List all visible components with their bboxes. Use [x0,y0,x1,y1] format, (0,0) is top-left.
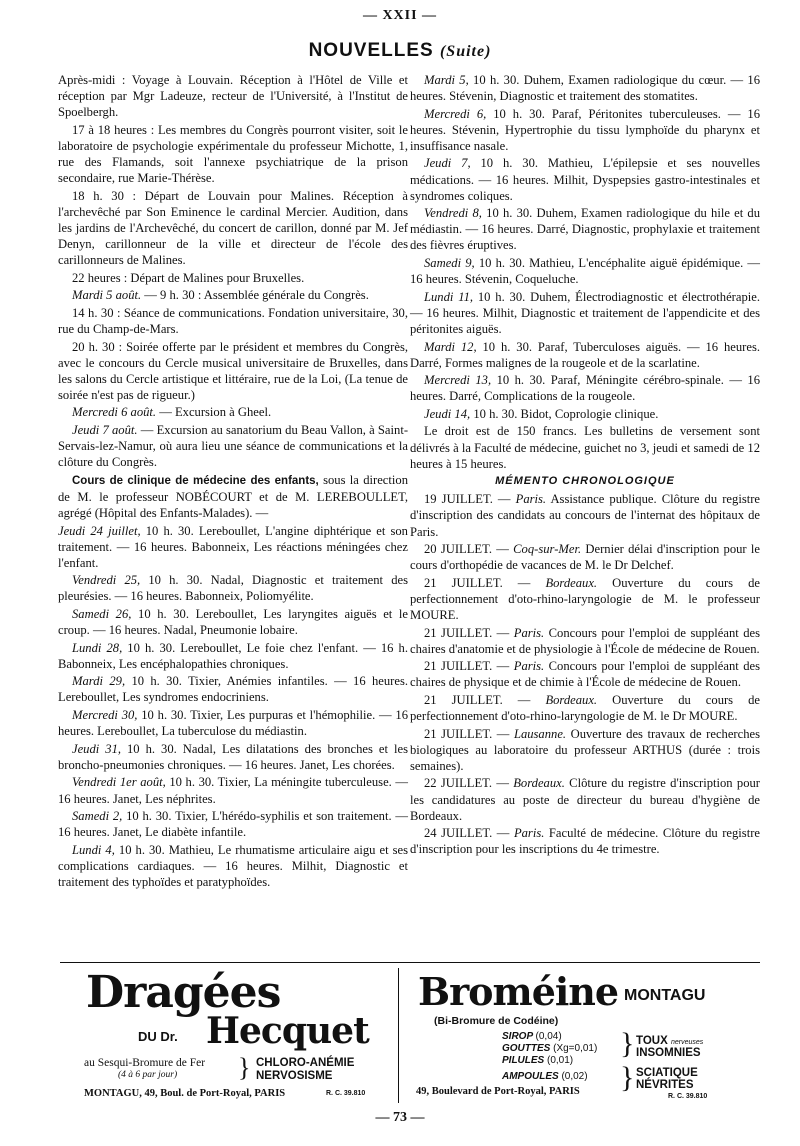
paragraph-text: 10 h. 30. Tixier, Les purpuras et l'hémophilie. — 16 heures. Lereboullet, La tuberculose du médiastin. [58,708,408,739]
paragraph-text: — 9 h. 30 : Assemblée générale du Congrès. [141,288,369,303]
ad-bromeine-rc: R. C. 39.810 [668,1093,708,1100]
paragraph-text: Faculté de médecine. Clôture du registre d'inscription pour les inscriptions du 4e trimestre. [410,826,760,857]
paragraph-text: Ouverture des travaux de recherches biologiques au laboratoire du professeur ARTHUS (durée : trois semaines). [410,726,760,773]
paragraph [410,575,760,623]
paragraph [58,339,408,403]
paragraph [410,106,760,154]
paragraph-text: sous la direction de M. le professeur NOBÉCOURT et de M. LEREBOULLET, agrégé (Hôpital des Enfants-Malades). — [58,472,408,520]
paragraph-text: — Excursion à Gheel. [156,405,272,420]
paragraph-lead: Cours de clinique de médecine des enfants, [72,474,319,487]
paragraph [58,122,408,186]
ad-indication-insomnies: INSOMNIES [636,1047,701,1059]
paragraph-date: Mardi 29, [72,674,126,689]
paragraph [410,541,760,573]
paragraph-text: 18 h. 30 : Départ de Louvain pour Malines. Réception à l'archevêché par Son Eminence le cardinal Mercier. Audition, dans les jardins de l'Archevêché, du concert de carillon, donné par M. Jef Denyn, carillonneur de la ville et directeur de l'école des carillonneurs de Malines. [58,188,408,268]
paragraph [58,72,408,120]
paragraph-lead: 22 JUILLET. — [424,776,509,791]
paragraph [58,404,408,420]
paragraph-lead: 21 JUILLET. — [424,726,510,741]
ad-indication-toux: TOUX [636,1035,668,1047]
paragraph [410,205,760,253]
paragraph-text: — Excursion au sanatorium du Beau Vallon, à Saint-Servais-lez-Namur, où aura lieu une séance de communications et la clôture du Congrès. [58,422,409,470]
paragraph-text: 10 h. 30. Paraf, Tuberculoses aiguës. — 16 heures. Darré, Formes malignes de la rougeole et de la scarlatine. [410,339,760,370]
paragraph-text: Concours pour l'emploi de suppléant des chaires d'anatomie et de physiologie à l'École de médecine de Rouen. [410,625,760,656]
ad-bromeine-address: 49, Boulevard de Port-Royal, PARIS [416,1086,580,1097]
paragraph-date: Lundi 11, [424,289,474,304]
paragraph [410,625,760,657]
ad-indication-1: CHLORO-ANÉMIE [256,1057,355,1069]
paragraph [410,72,760,104]
header-roman-numeral: — XXII — [362,8,438,23]
paragraph [410,406,760,422]
paragraph [58,523,408,571]
paragraph [58,188,408,268]
ad-dragees-address: MONTAGU, 49, Boul. de Port-Royal, PARIS [84,1088,286,1099]
page-title-text: NOUVELLES [308,40,434,61]
paragraph-text: Concours pour l'emploi de suppléant des chaires de physique et de chimie à l'École de médecine de Rouen. [410,659,760,690]
ad-dragees-hecquet [60,965,388,1105]
page-number: — 73 — [375,1110,425,1125]
paragraph-date: Samedi 26, [72,607,132,621]
ad-dragees-line2: (4 à 6 par jour) [118,1070,178,1080]
ad-bromeine-montagu [410,965,762,1105]
paragraph-place: Bordeaux. [545,575,598,590]
ad-du-dr: DU Dr. [138,1029,178,1044]
paragraph-text: Ouverture du cours de perfectionnement d'oto-rhino-laryngologie de M. le professeur MOURE. [410,575,760,622]
ad-brand-dragees: Dragées [86,967,281,1018]
paragraph [58,287,408,303]
memento-heading: MÉMENTO CHRONOLOGIQUE [495,475,675,488]
paragraph-date: Jeudi 7 août. [72,422,138,437]
ad-indication-nevrites: NÉVRITES [636,1079,694,1091]
ad-brand-bromeine: Broméine [418,969,619,1014]
paragraph-text: 10 h. 30. Tixier, La méningite tuberculeuse. — 16 heures. Janet, Les néphrites. [58,775,408,806]
paragraph-date: Samedi 2, [72,809,123,824]
paragraph-lead: 24 JUILLET. — [424,826,510,841]
ad-form-pilules: PILULES [502,1055,545,1066]
paragraph-text: Dernier délai d'inscription pour le cours d'orthopédie de vacances de M. le Dr Delchef. [410,542,760,573]
paragraph-lead: 21 JUILLET. — [424,625,510,640]
paragraph-text: 10 h. 30. Lereboullet, L'angine diphtérique et son traitement. — 16 heures. Babonneix, Les réactions méningées chez l'enfant. [58,523,408,570]
paragraph-text: 17 à 18 heures : Les membres du Congrès pourront visiter, soit le laboratoire de psychologie expérimentale du professeur Michotte, 1, rue des Flamands, soit l'annexe psychiatrique de la prison secondaire, rue Marie-Thérèse. [58,122,408,186]
paragraph-text: Après-midi : Voyage à Louvain. Réception à l'Hôtel de Ville et réception par Mgr Ladeuze, recteur de l'Université, à l'Institut de Spoelbergh. [58,73,408,120]
paragraph-text: Le droit est de 150 francs. Les bulletins de versement sont délivrés à la Faculté de médecine, guichet no 3, jeudi et samedi de 12 heures à 15 heures. [410,424,760,471]
paragraph-text: 10 h. 30. Paraf, Péritonites tuberculeuses. — 16 heures. Stévenin, Hypertrophie du tissu lymphoïde du pharynx et insuffisance nasale. [410,106,760,153]
paragraph [58,270,408,286]
paragraph [58,808,408,840]
paragraph [410,339,760,371]
paragraph-date: Lundi 28, [72,640,123,655]
paragraph [410,155,760,203]
paragraph [410,491,760,539]
paragraph [58,606,408,638]
paragraph [410,775,760,823]
paragraph-place: Lausanne. [513,726,567,741]
paragraph [410,658,760,690]
ad-dragees-rc: R. C. 39.810 [326,1090,366,1097]
ad-brace-icon-upper: } [620,1027,635,1060]
paragraph-date: Mardi 12, [424,339,477,354]
paragraph-lead: 21 JUILLET. — [424,692,531,707]
paragraph [58,572,408,604]
paragraph [410,825,760,857]
paragraph-date: Jeudi 31, [72,741,122,756]
paragraph-date: Vendredi 8, [424,206,482,221]
paragraph-date: Mercredi 30, [72,708,138,723]
paragraph-lead: 19 JUILLET. — [424,492,511,507]
paragraph-text: 14 h. 30 : Séance de communications. Fondation universitaire, 30, rue du Champ-de-Mars. [58,305,408,336]
paragraph [58,842,408,890]
paragraph-text: 10 h. 30. Mathieu, Le rhumatisme articulaire aigu et ses complications cardiaques. — 16 heures. Milhit, Diagnostic et traitement des typhoïdes et paratyphoïdes. [58,842,408,889]
paragraph-date: Lundi 4, [72,842,115,857]
paragraph-text: Ouverture du cours de perfectionnement d'oto-rhino-laryngologie de M. le Dr MOURE. [410,692,760,724]
paragraph [410,372,760,404]
ad-indication-toux-note: nerveuses [670,1039,704,1046]
ad-form-ampoules-dose: (0,02) [561,1071,588,1082]
paragraph [410,692,760,724]
paragraph-text: 10 h. 30. Mathieu, L'encéphalite aiguë épidémique. — 16 heures. Stévenin, Coqueluche. [410,256,760,287]
paragraph-place: Bordeaux. [513,776,565,791]
paragraph-text: Assistance publique. Clôture du registre d'inscription des candidats au concours de l'internat des hôpitaux de Paris. [410,492,760,539]
paragraph [58,741,408,773]
ad-bromeine-subtitle: (Bi-Bromure de Codéine) [434,1015,559,1027]
paragraph-date: Mercredi 6, [424,106,487,121]
paragraph-text: 10 h. 30. Lereboullet, Le foie chez l'enfant. — 16 h. Babonneix, Les encéphalopathies chroniques. [58,640,408,671]
paragraph [58,422,408,470]
left-column [58,72,408,892]
paragraph-date: Mardi 5, [424,73,469,87]
paragraph-date: Mercredi 13, [424,373,492,388]
ad-top-rule [60,962,760,963]
paragraph-text: Clôture du registre d'inscription pour les candidatures au poste de directeur du bureau d'hygiène de Bordeaux. [410,776,760,823]
paragraph-place: Paris. [513,625,545,640]
paragraph [58,707,408,739]
paragraph-text: 10 h. 30. Duhem, Électrodiagnostic et électrothérapie. — 16 heures. Milhit, Diagnostic et traitement de l'appendicite et des péritonites aiguës. [410,289,760,336]
paragraph-place: Coq-sur-Mer. [513,542,582,557]
ad-form-sirop-dose: (0,04) [535,1031,562,1042]
paragraph-lead: 21 JUILLET. — [424,575,531,590]
paragraph-text: 10 h. 30. Duhem, Examen radiologique du hile et du médiastin. — 16 heures. Darré, Diagnostic, prophylaxie et traitement des fièvres éruptives. [410,206,760,253]
paragraph-place: Bordeaux. [545,692,598,707]
paragraph-text: 20 h. 30 : Soirée offerte par le président et membres du Congrès, avec le concours du Cercle musical universitaire de Bruxelles, dans les salons du Cercle artistique et littéraire, rue de la Loi, (La tenue de soirée n'est pas de rigueur.) [58,339,408,402]
page-title [0,40,800,62]
paragraph-text: 10 h. 30. Bidot, Coprologie clinique. [470,406,659,421]
paragraph-lead: 20 JUILLET. — [424,542,509,557]
paragraph [58,673,408,705]
paragraph-date: Jeudi 7, [424,156,471,171]
paragraph-text: 10 h. 30. Nadal, Les dilatations des bronches et les broncho-pneumonies chroniques. — 16 heures. Janet, Les chorées. [58,741,408,772]
paragraph-text: 22 heures : Départ de Malines pour Bruxelles. [72,270,305,285]
page-title-suffix: (Suite) [439,43,492,60]
ad-dragees-line1: au Sesqui-Bromure de Fer [84,1057,206,1069]
ad-brand-hecquet: Hecquet [206,1010,369,1052]
ad-brace-icon-lower: } [620,1061,635,1094]
paragraph-date: Jeudi 24 juillet, [58,523,141,538]
paragraph-place: Paris. [515,492,547,507]
paragraph [58,472,408,521]
paragraph [58,640,408,672]
paragraph-place: Paris. [513,826,545,841]
paragraph [410,726,760,774]
right-column [410,72,760,859]
paragraph-text: 10 h. 30. Mathieu, L'épilepsie et ses nouvelles médications. — 16 heures. Milhit, Dyspepsies gastro-intestinales et syndromes coliques. [410,156,760,203]
paragraph-text: 10 h. 30. Tixier, Anémies infantiles. — 16 heures. Lereboullet, Les syndromes endocriniens. [58,674,408,705]
ad-form-ampoules: AMPOULES [502,1071,559,1082]
ad-brace-icon: } [238,1053,251,1082]
ad-divider [398,968,399,1103]
paragraph-date: Samedi 9, [424,256,475,271]
paragraph [58,305,408,337]
ad-indication-2: NERVOSISME [256,1070,333,1082]
paragraph [58,774,408,806]
paragraph-lead: 21 JUILLET. — [424,659,510,674]
paragraph-place: Paris. [513,659,545,674]
paragraph-text: 10 h. 30. Lereboullet, Les laryngites aiguës et le croup. — 16 heures. Nadal, Pneumonie lobaire. [58,607,408,638]
paragraph-date: Mardi 5 août. [72,288,142,303]
paragraph-text: 10 h. 30. Duhem, Examen radiologique du cœur. — 16 heures. Stévenin, Diagnostic et traitement des stomatites. [410,73,760,104]
ad-indication-sciatique: SCIATIQUE [636,1067,698,1079]
paragraph-text: 10 h. 30. Tixier, L'hérédo-syphilis et son traitement. — 16 heures. Janet, Le diabète infantile. [58,809,408,840]
paragraph-date: Vendredi 25, [72,573,141,588]
paragraph-text: 10 h. 30. Paraf, Méningite cérébro-spinale. — 16 heures. Darré, Complications de la rougeole. [410,373,760,404]
paragraph-date: Vendredi 1er août, [72,775,166,790]
ad-brand-montagu: MONTAGU [624,987,706,1004]
ad-form-pilules-dose: (0,01) [547,1055,574,1066]
paragraph-date: Mercredi 6 août. [72,405,157,420]
paragraph [410,289,760,337]
paragraph-date: Jeudi 14, [424,406,471,421]
ad-form-gouttes-dose: (Xg=0,01) [553,1043,598,1054]
paragraph [410,423,760,471]
paragraph-text: 10 h. 30. Nadal, Diagnostic et traitement des pleurésies. — 16 heures. Babonneix, Poliomyélite. [58,573,408,604]
paragraph [410,255,760,287]
ad-form-sirop: SIROP [502,1031,533,1042]
ad-form-gouttes: GOUTTES [502,1043,551,1054]
